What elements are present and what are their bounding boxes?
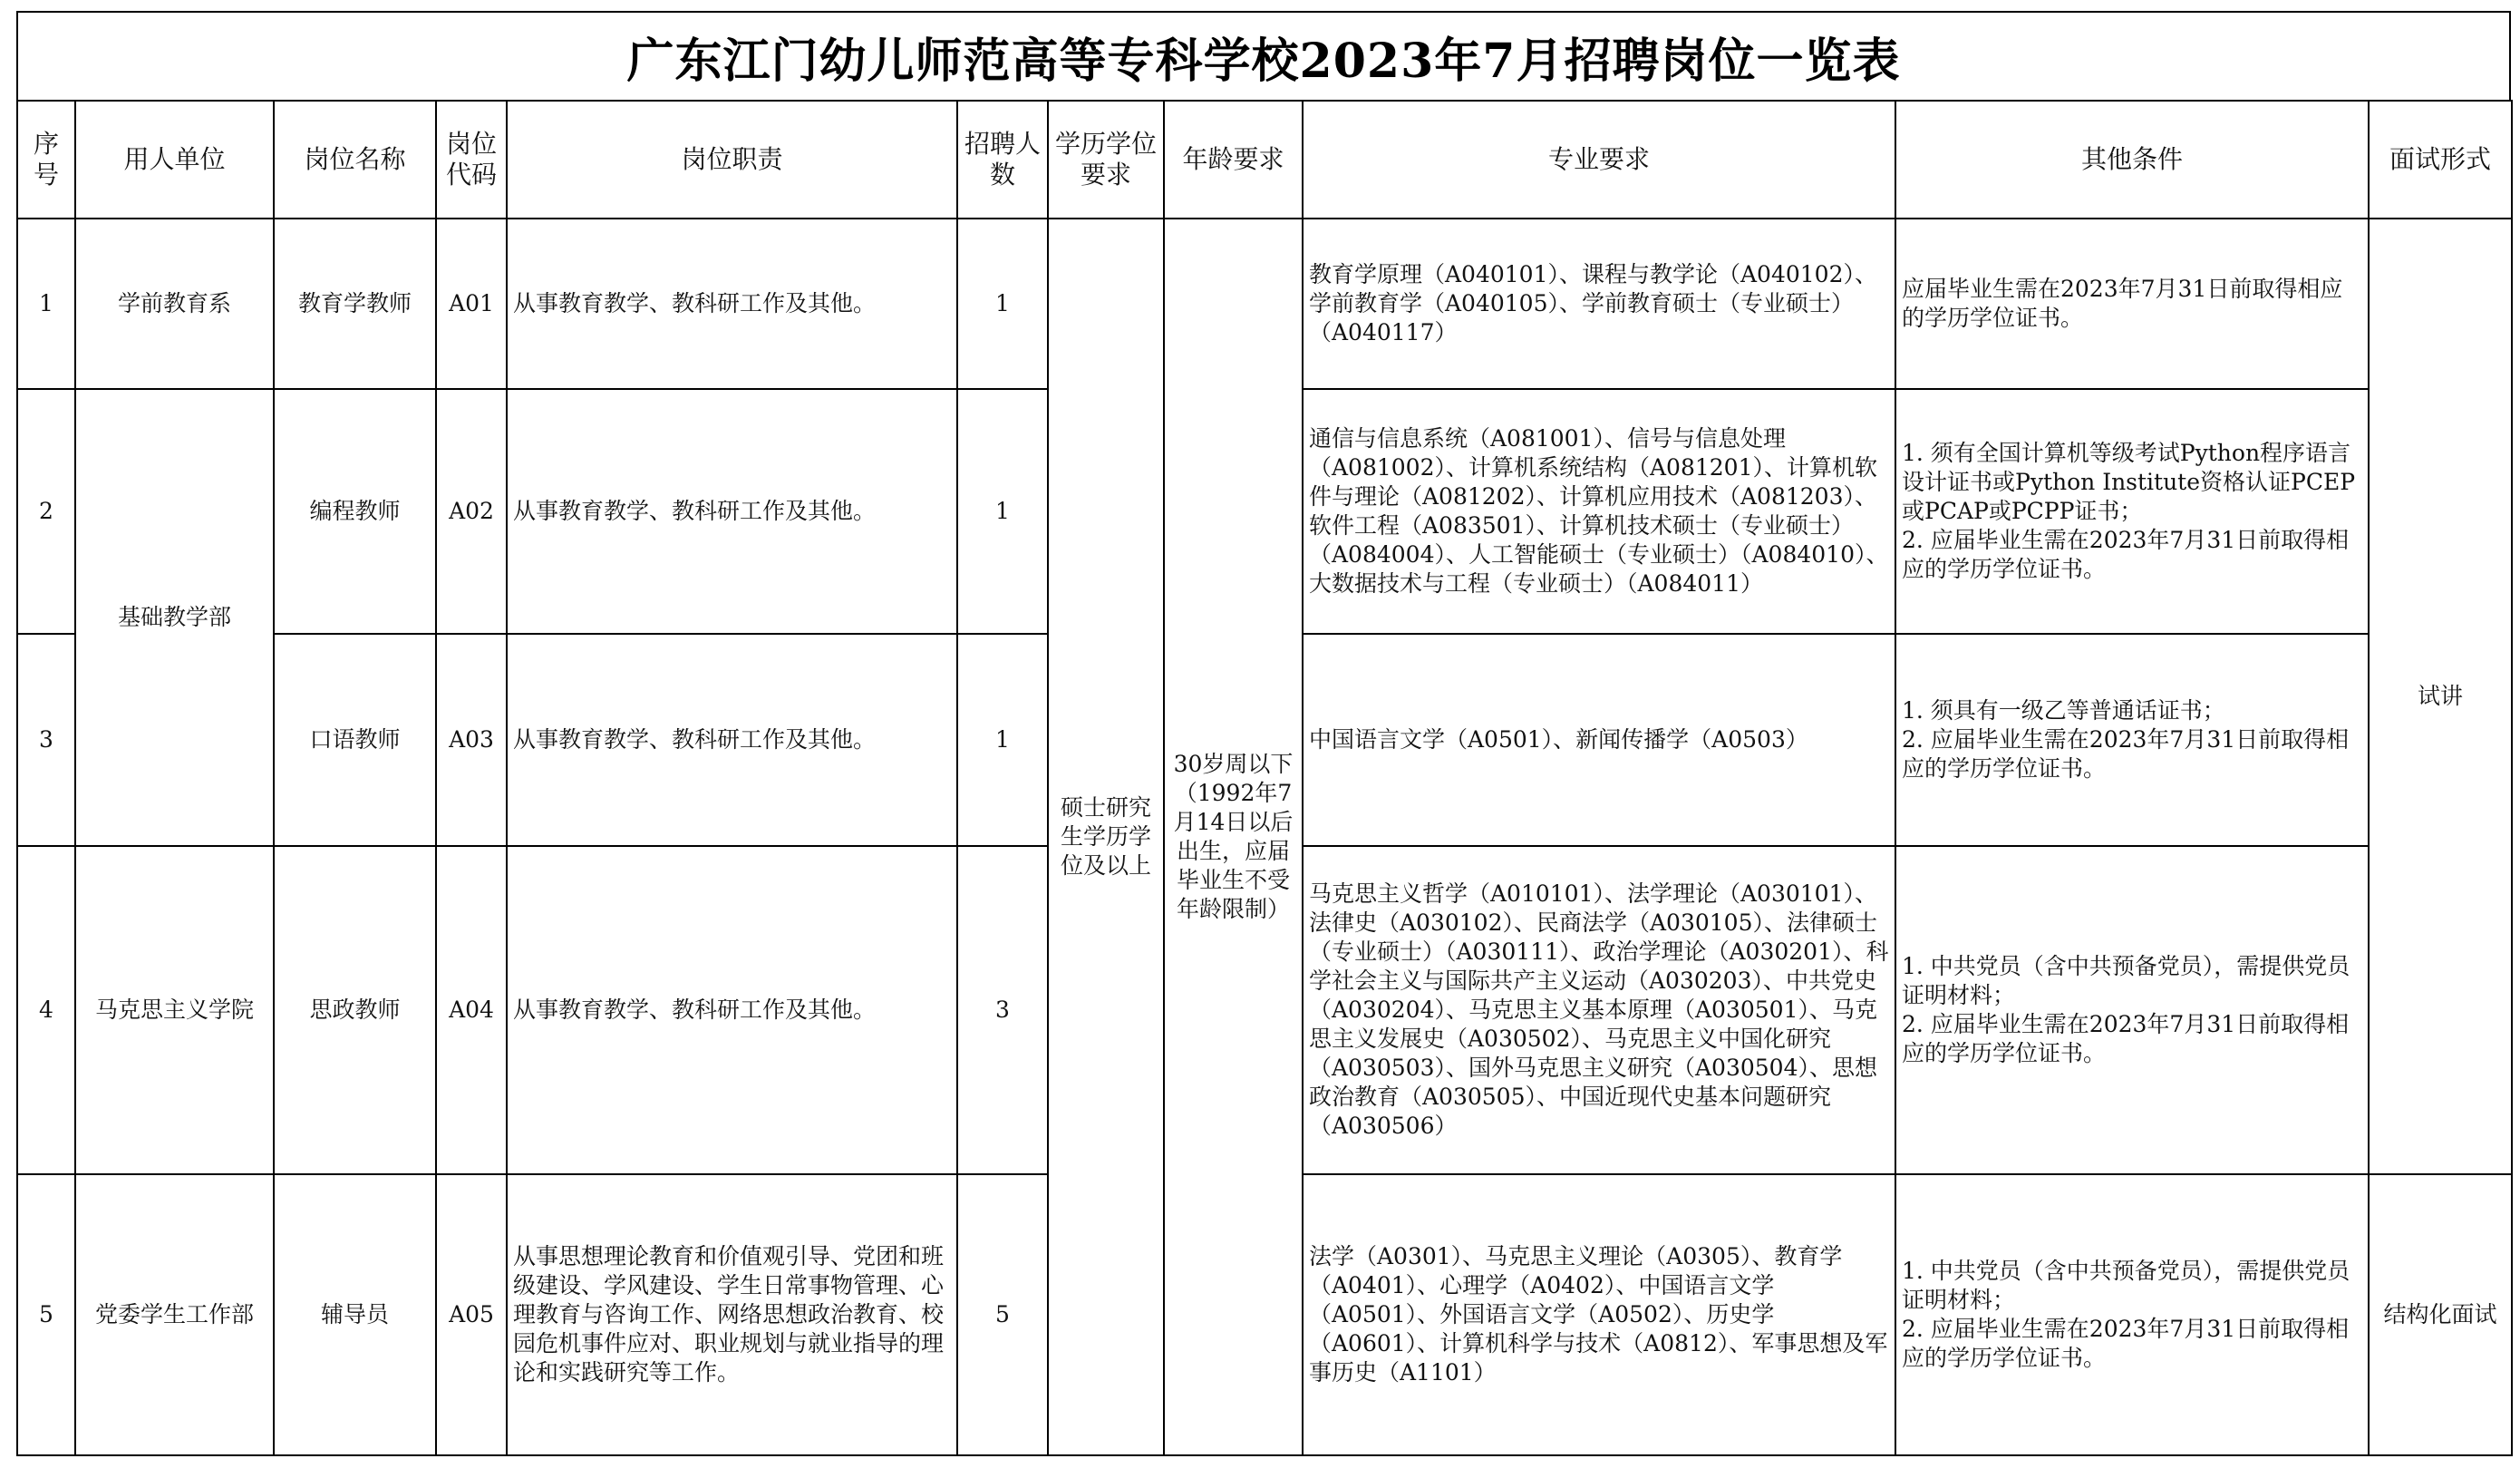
row-code: A03 (436, 634, 507, 846)
header-interview: 面试形式 (2369, 101, 2512, 219)
header-education: 学历学位要求 (1048, 101, 1164, 219)
row-other: 1. 须有全国计算机等级考试Python程序语言设计证书或Python Institute资格认证PCEP或PCAP或PCPP证书； 2. 应届毕业生需在2023年7月31日前取得相应的学历学位证书。 (1895, 389, 2369, 634)
row-other: 1. 中共党员（含中共预备党员），需提供党员证明材料； 2. 应届毕业生需在2023年7月31日前取得相应的学历学位证书。 (1895, 1174, 2369, 1455)
row-code: A04 (436, 846, 507, 1174)
table-row (17, 219, 2512, 389)
row-position: 口语教师 (274, 634, 436, 846)
row-other: 1. 中共党员（含中共预备党员），需提供党员证明材料； 2. 应届毕业生需在2023年7月31日前取得相应的学历学位证书。 (1895, 846, 2369, 1174)
row-count: 5 (957, 1174, 1048, 1455)
interview-structured: 结构化面试 (2369, 1174, 2512, 1455)
interview-trial: 试讲 (2369, 219, 2512, 1174)
row-position: 教育学教师 (274, 219, 436, 389)
row-duty: 从事教育教学、教科研工作及其他。 (507, 219, 957, 389)
row-position: 思政教师 (274, 846, 436, 1174)
row-index: 5 (17, 1174, 75, 1455)
row-count: 1 (957, 389, 1048, 634)
header-duty: 岗位职责 (507, 101, 957, 219)
recruitment-table (16, 100, 2513, 1456)
row-code: A02 (436, 389, 507, 634)
header-count: 招聘人数 (957, 101, 1048, 219)
shared-education: 硕士研究生学历学位及以上 (1048, 219, 1164, 1455)
row-index: 1 (17, 219, 75, 389)
row-index: 4 (17, 846, 75, 1174)
row-major: 马克思主义哲学（A010101）、法学理论（A030101）、法律史（A030102）、民商法学（A030105）、法律硕士（专业硕士）（A030111）、政治学理论（A030201）、科学社会主义与国际共产主义运动（A030203）、中共党史（A030204）、马克思主义基本原理（A030501）、马克思主义发展史（A030502）、马克思主义中国化研究（A030503）、国外马克思主义研究（A030504）、思想政治教育（A030505）、中国近现代史基本问题研究（A030506） (1303, 846, 1895, 1174)
row-major: 中国语言文学（A0501）、新闻传播学（A0503） (1303, 634, 1895, 846)
header-age: 年龄要求 (1164, 101, 1303, 219)
row-other: 应届毕业生需在2023年7月31日前取得相应的学历学位证书。 (1895, 219, 2369, 389)
title-bar (16, 11, 2511, 100)
row-position: 编程教师 (274, 389, 436, 634)
header-position: 岗位名称 (274, 101, 436, 219)
header-code: 岗位代码 (436, 101, 507, 219)
header-index: 序号 (17, 101, 75, 219)
row-duty: 从事教育教学、教科研工作及其他。 (507, 634, 957, 846)
row-other: 1. 须具有一级乙等普通话证书； 2. 应届毕业生需在2023年7月31日前取得相应的学历学位证书。 (1895, 634, 2369, 846)
row-code: A01 (436, 219, 507, 389)
row-position: 辅导员 (274, 1174, 436, 1455)
row-unit: 学前教育系 (75, 219, 274, 389)
row-duty: 从事教育教学、教科研工作及其他。 (507, 846, 957, 1174)
header-unit: 用人单位 (75, 101, 274, 219)
page-title: 广东江门幼儿师范高等专科学校2023年7月招聘岗位一览表 (626, 33, 1901, 89)
row-index: 2 (17, 389, 75, 634)
row-count: 3 (957, 846, 1048, 1174)
row-unit: 马克思主义学院 (75, 846, 274, 1174)
row-major: 通信与信息系统（A081001）、信号与信息处理（A081002）、计算机系统结构（A081201）、计算机软件与理论（A081202）、计算机应用技术（A081203）、软件工程（A083501）、计算机技术硕士（专业硕士）（A084004）、人工智能硕士（专业硕士）（A084010）、大数据技术与工程（专业硕士）（A084011） (1303, 389, 1895, 634)
recruitment-sheet (16, 11, 2511, 1456)
header-other: 其他条件 (1895, 101, 2369, 219)
row-unit: 党委学生工作部 (75, 1174, 274, 1455)
row-code: A05 (436, 1174, 507, 1455)
row-count: 1 (957, 634, 1048, 846)
shared-age: 30岁周以下（1992年7月14日以后出生，应届毕业生不受年龄限制） (1164, 219, 1303, 1455)
row-unit: 基础教学部 (75, 389, 274, 846)
row-index: 3 (17, 634, 75, 846)
header-major: 专业要求 (1303, 101, 1895, 219)
row-major: 教育学原理（A040101）、课程与教学论（A040102）、学前教育学（A040105）、学前教育硕士（专业硕士）（A040117） (1303, 219, 1895, 389)
row-count: 1 (957, 219, 1048, 389)
row-duty: 从事教育教学、教科研工作及其他。 (507, 389, 957, 634)
row-major: 法学（A0301）、马克思主义理论（A0305）、教育学（A0401）、心理学（A0402）、中国语言文学（A0501）、外国语言文学（A0502）、历史学（A0601）、计算机科学与技术（A0812）、军事思想及军事历史（A1101） (1303, 1174, 1895, 1455)
header-row (17, 101, 2512, 219)
row-duty: 从事思想理论教育和价值观引导、党团和班级建设、学风建设、学生日常事物管理、心理教育与咨询工作、网络思想政治教育、校园危机事件应对、职业规划与就业指导的理论和实践研究等工作。 (507, 1174, 957, 1455)
